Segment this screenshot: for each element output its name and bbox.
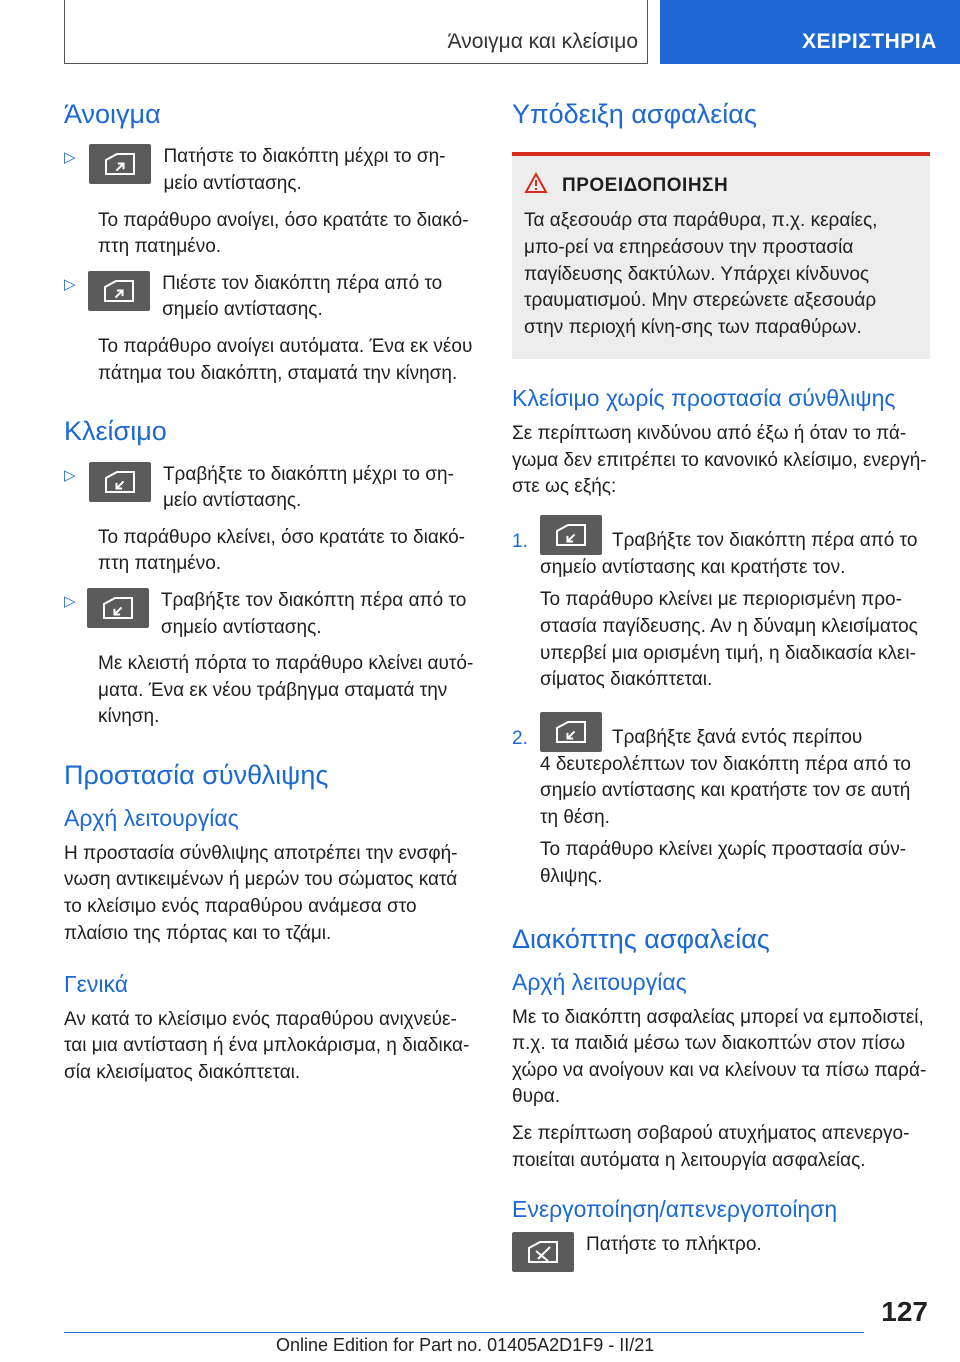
heading-pinch-protection: Προστασία σύνθλιψης — [64, 759, 329, 790]
close-step-1 — [64, 462, 478, 515]
close-step-2 — [64, 588, 478, 641]
lock-text-2: Σε περίπτωση σοβαρού ατυχήματος απενεργο-ποιείται αυτόματα η λειτουργία ασφαλείας. — [512, 1123, 910, 1171]
footer-divider — [64, 1332, 864, 1333]
window-lock-icon — [512, 1232, 574, 1272]
triangle-right-icon: ▷ — [64, 275, 76, 293]
close-step-2-result: Με κλειστή πόρτα το παράθυρο κλείνει αυτό-ματα. Ένα εκ νέου τράβηγμα σταματά την κίνηση. — [98, 653, 474, 728]
footer-edition: Online Edition for Part no. 01405A2D1F9 - II/21 — [276, 1335, 655, 1355]
heading-close: Κλείσιμο — [64, 416, 167, 447]
close-step-1-result: Το παράθυρο κλείνει, όσο κρατάτε το διακό-πτη πατημένο. — [98, 526, 465, 575]
heading-lock-principle: Αρχή λειτουργίας — [512, 969, 687, 996]
triangle-right-icon: ▷ — [64, 592, 76, 610]
window-switch-icon — [87, 588, 149, 628]
page-number: 127 — [881, 1296, 928, 1327]
lock-text-1: Με το διακόπτη ασφαλείας μπορεί να εμποδιστεί, π.χ. τα παιδιά μέσω των διακοπτών στον πίσω χώρο να ανοίγουν και να κλείνουν τα πίσω παρά-θυρα. — [512, 1006, 927, 1108]
header-section-label: ΧΕΙΡΙΣΤΗΡΙΑ — [660, 0, 960, 64]
open-step-2 — [64, 271, 478, 324]
numbered-step-2-rest: 4 δευτερολέπτων τον διακόπτη πέρα από το σημείο αντίστασης και κρατήστε τον σε αυτή τη θέση. — [540, 753, 911, 828]
warning-title: ΠΡΟΕΙΔΟΠΟΙΗΣΗ — [562, 175, 729, 197]
right-column — [512, 98, 930, 1282]
heading-principle: Αρχή λειτουργίας — [64, 805, 239, 832]
numbered-step-2-first: Τραβήξτε ξανά εντός περίπου — [612, 727, 863, 749]
triangle-right-icon: ▷ — [64, 466, 76, 484]
numbered-step-2-result: Το παράθυρο κλείνει χωρίς προστασία σύν-θλιψης. — [540, 839, 907, 888]
warning-triangle-icon — [524, 172, 548, 200]
toggle-step — [512, 1232, 930, 1272]
step-number: 2. — [512, 727, 528, 749]
open-step-2-result: Το παράθυρο ανοίγει αυτόματα. Ένα εκ νέου πάτημα του διακόπτη, σταματά την κίνηση. — [98, 335, 473, 384]
header-title: Άνοιγμα και κλείσιμο — [447, 30, 638, 53]
numbered-step-1-first: Τραβήξτε τον διακόπτη πέρα από το — [612, 530, 918, 552]
open-step-2-text: Πιέστε τον διακόπτη πέρα από το σημείο αντίστασης. — [162, 272, 443, 321]
warning-text: Τα αξεσουάρ στα παράθυρα, π.χ. κεραίες, μπο-ρεί να επηρεάσουν την προστασία παγίδευσης δακτύλων. Υπάρχει κίνδυνος τραυματισμού. Μην στερεώνετε αξεσουάρ στην περιοχή κίνη-σης των παραθύρων. — [524, 210, 878, 338]
triangle-right-icon: ▷ — [64, 149, 76, 167]
numbered-step-1 — [512, 515, 930, 704]
heading-safety-note: Υπόδειξη ασφαλείας — [512, 99, 757, 129]
heading-general: Γενικά — [64, 971, 129, 998]
numbered-step-1-rest: σημείο αντίστασης και κρατήστε τον. — [540, 556, 846, 578]
step-number: 1. — [512, 530, 528, 552]
window-switch-icon — [89, 144, 151, 184]
close-step-2-text: Τραβήξτε τον διακόπτη πέρα από το σημείο αντίστασης. — [160, 589, 467, 638]
principle-text: Η προστασία σύνθλιψης αποτρέπει την ενσφή-νωση αντικειμένων ή μερών του σώματος κατά το κλείσιμο ενός παραθύρου ανάμεσα στο πλαίσιο της πόρτας και το τζάμι. — [64, 842, 458, 944]
close-step-1-text: Τραβήξτε το διακόπτη μέχρι το ση-μείο αντίστασης. — [162, 463, 454, 512]
open-step-1 — [64, 144, 478, 197]
heading-safety-switch: Διακόπτης ασφαλείας — [512, 923, 770, 954]
numbered-step-1-result: Το παράθυρο κλείνει με περιορισμένη προ-στασία παγίδευσης. Αν η δύναμη κλεισίματος υπερβεί μια ορισμένη τιμή, η διαδικασία κλει-σίματος διακόπτεται. — [540, 589, 918, 691]
numbered-step-2 — [512, 712, 930, 915]
toggle-text: Πατήστε το πλήκτρο. — [586, 1233, 762, 1255]
warning-header — [524, 172, 918, 200]
open-step-1-text: Πατήστε το διακόπτη μέχρι το ση-μείο αντίστασης. — [163, 146, 446, 194]
window-switch-icon — [88, 271, 150, 311]
heading-open: Άνοιγμα — [64, 99, 161, 129]
left-column — [64, 98, 478, 1097]
no-protection-intro: Σε περίπτωση κινδύνου από έξω ή όταν το πά-γωμα δεν επιτρέπει το κανονικό κλείσιμο, ενεργή-στε ως εξής: — [512, 422, 927, 498]
window-switch-icon — [540, 515, 602, 555]
window-switch-icon — [89, 462, 151, 502]
heading-close-without-protection: Κλείσιμο χωρίς προστασία σύνθλιψης — [512, 385, 896, 412]
warning-box — [512, 152, 930, 359]
window-switch-icon — [540, 712, 602, 752]
general-text: Αν κατά το κλείσιμο ενός παραθύρου ανιχνεύε-ται μια αντίσταση ή ένα μπλοκάρισμα, η διαδικα-σία κλεισίματος διακόπτεται. — [64, 1008, 470, 1084]
heading-toggle: Ενεργοποίηση/απενεργοποίηση — [512, 1196, 838, 1223]
open-step-1-result: Το παράθυρο ανοίγει, όσο κρατάτε το διακό-πτη πατημένο. — [98, 209, 469, 258]
